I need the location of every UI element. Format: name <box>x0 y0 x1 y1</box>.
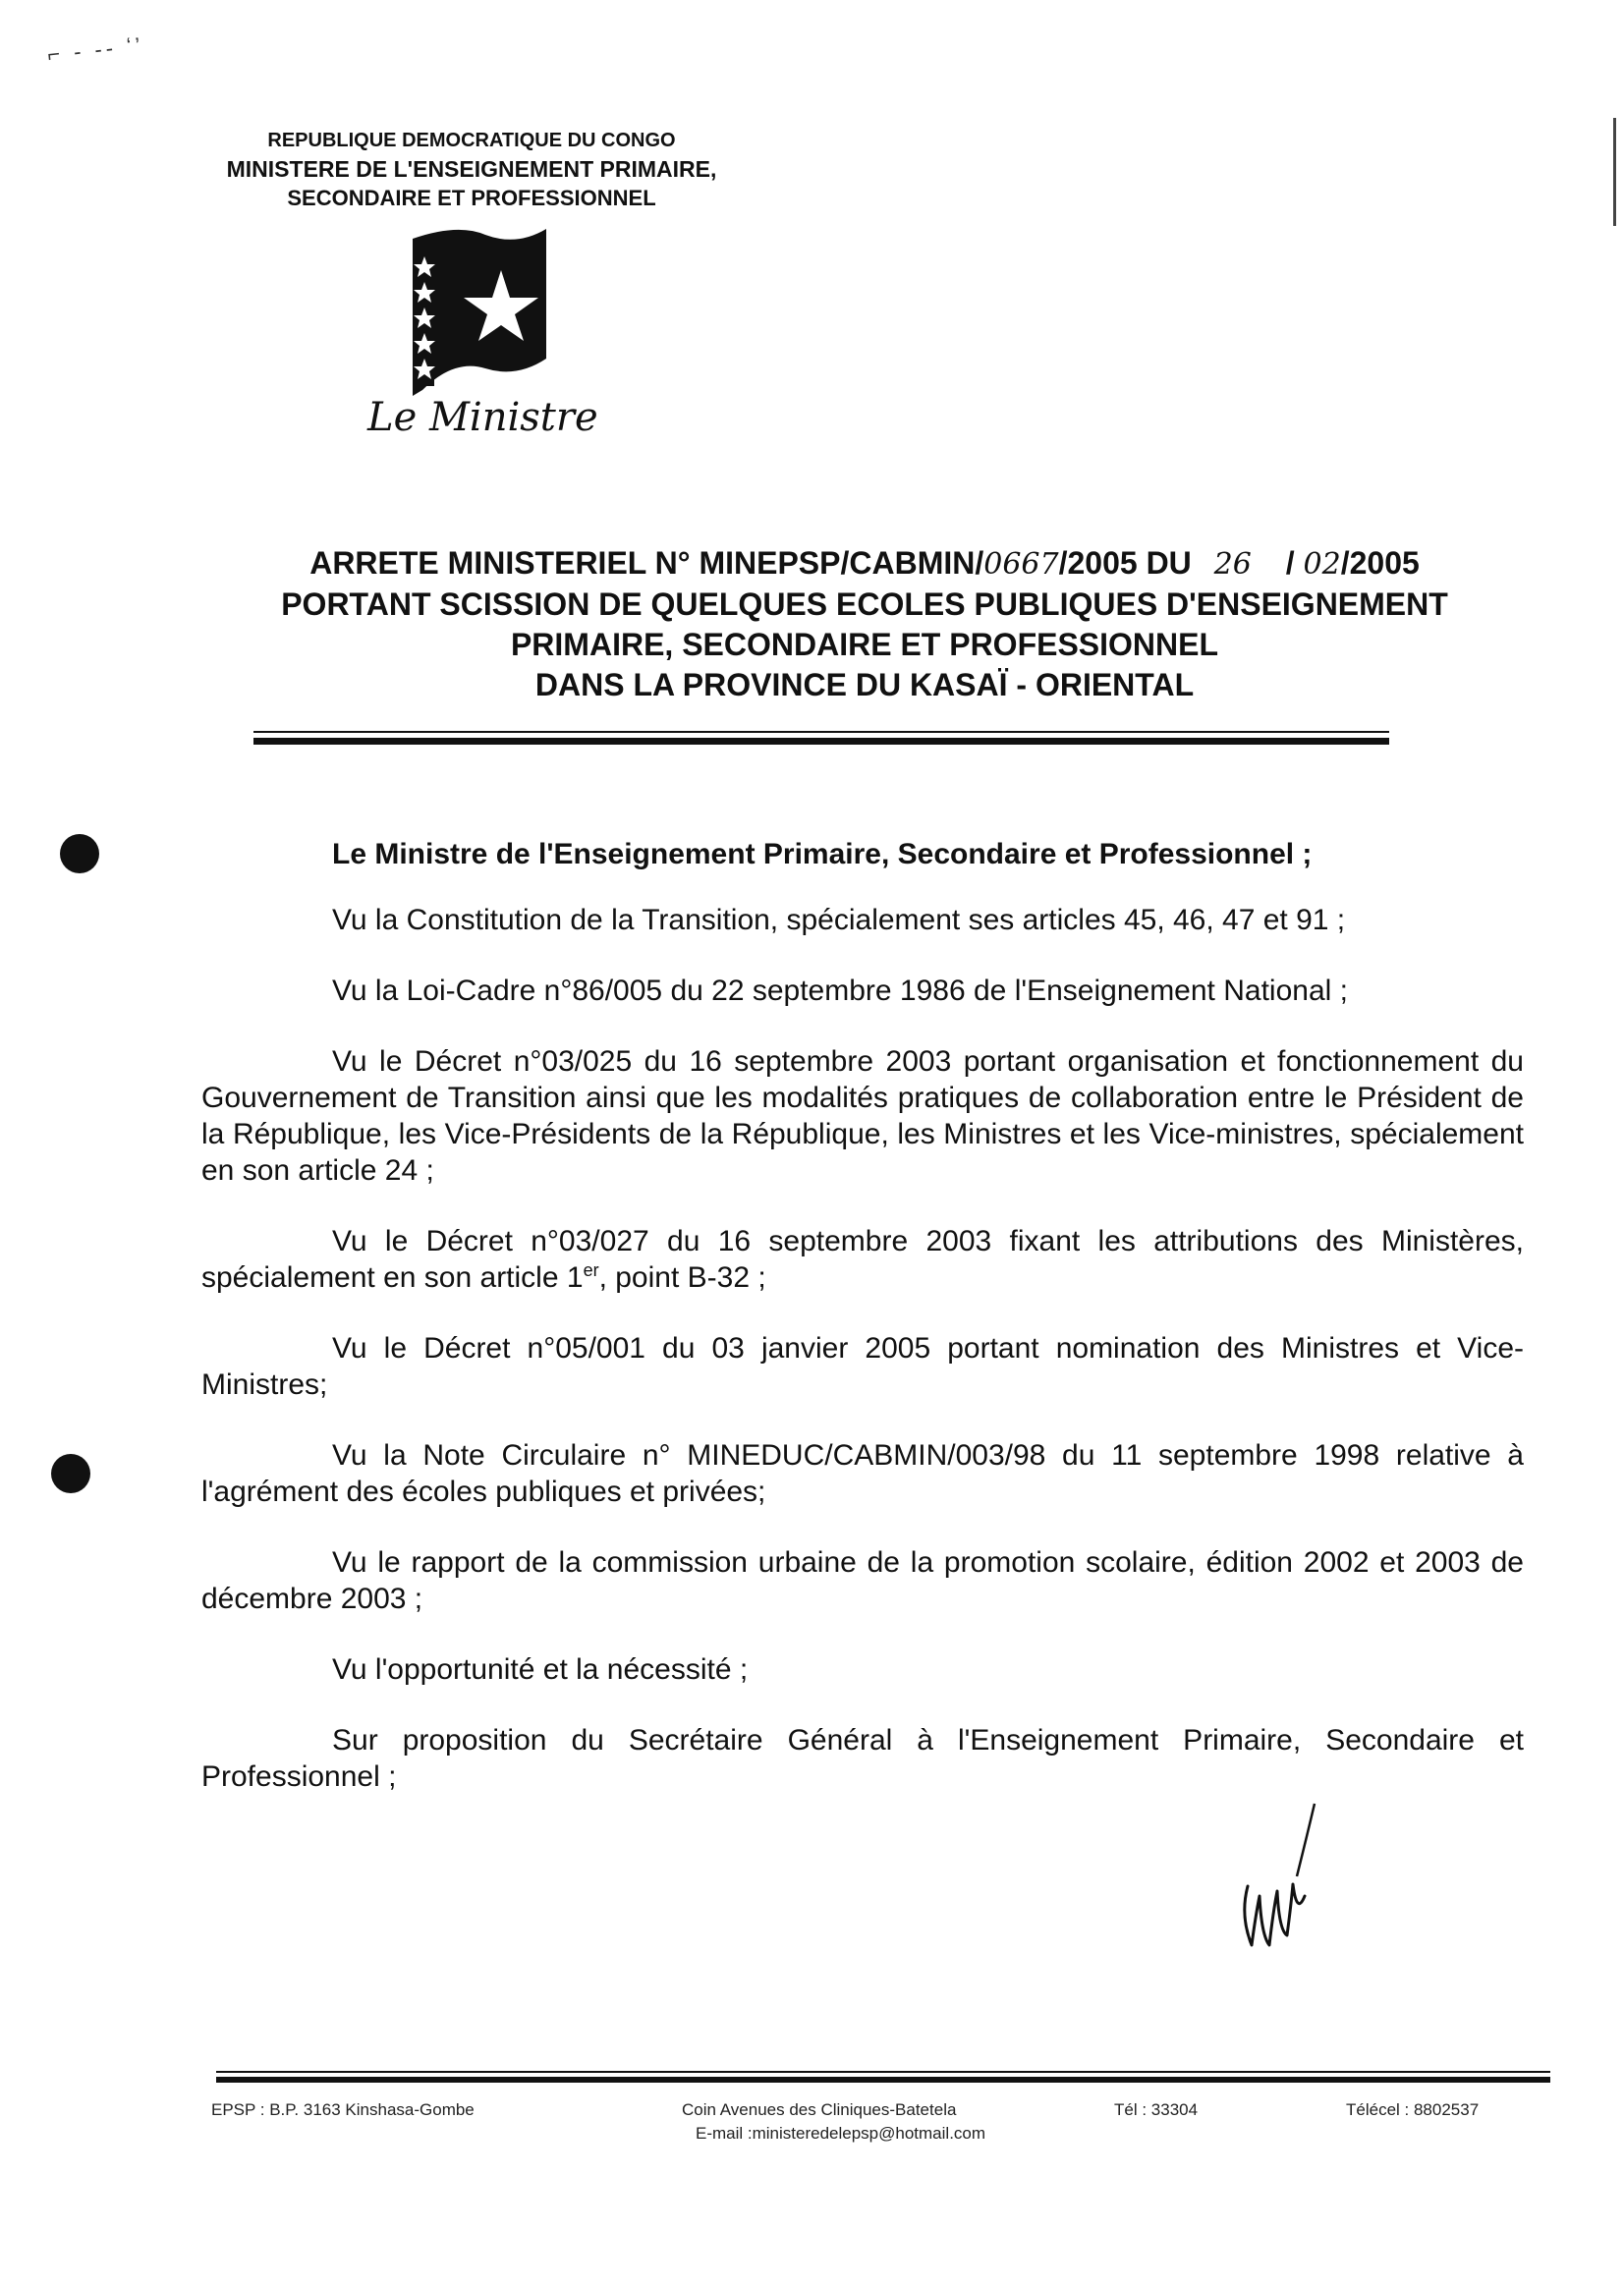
decree-body <box>201 836 1524 1829</box>
handwritten-initials <box>1228 1798 1336 1975</box>
title-divider-thick <box>253 738 1389 745</box>
handwritten-month: 02 <box>1303 547 1341 582</box>
decree-title-line4: DANS LA PROVINCE DU KASAÏ - ORIENTAL <box>534 667 1195 702</box>
country-name: REPUBLIQUE DEMOCRATIQUE DU CONGO <box>267 130 676 151</box>
handwritten-day: 26 <box>1213 547 1252 582</box>
page-edge-line <box>1613 118 1616 226</box>
decree-title-line2: PORTANT SCISSION DE QUELQUES ECOLES PUBLIQUES D'ENSEIGNEMENT <box>281 586 1448 622</box>
preamble-clause: Vu le rapport de la commission urbaine de la promotion scolaire, édition 2002 et 2003 de décembre 2003 ; <box>201 1546 1524 1615</box>
preamble-clause: Vu la Loi-Cadre n°86/005 du 22 septembre 1986 de l'Enseignement National ; <box>332 975 1348 1007</box>
decree-year: /2005 DU <box>1058 545 1192 581</box>
clause-text-end: , point B-32 ; <box>598 1261 766 1294</box>
footer-corner: Coin Avenues des Cliniques-Batetela <box>682 2100 957 2119</box>
punch-hole-mark <box>51 1454 90 1493</box>
footer-telephone: Tél : 33304 <box>1114 2100 1199 2119</box>
preamble-clause: Vu le Décret n°03/025 du 16 septembre 2003 portant organisation et fonctionnement du Gouvernement de Transition ainsi que les modalités pratiques de collaboration entre le Président de la République, les Vice-Présidents de la République, les Ministres et les Vice-ministres, spécialement en son article 24 ; <box>201 1045 1524 1187</box>
flag-emblem-icon <box>399 221 556 398</box>
decree-title-line3: PRIMAIRE, SECONDAIRE ET PROFESSIONNEL <box>510 627 1219 662</box>
handwritten-decree-number: 0667 <box>983 547 1059 582</box>
footer-location <box>682 2098 985 2146</box>
preamble-clause: Sur proposition du Secrétaire Général à l'Enseignement Primaire, Secondaire et Professionnel ; <box>201 1724 1524 1793</box>
preamble-lead: Le Ministre de l'Enseignement Primaire, Secondaire et Professionnel ; <box>332 838 1313 870</box>
ministry-name-line2: SECONDAIRE ET PROFESSIONNEL <box>287 186 656 210</box>
clause-text: Vu le Décret n°03/027 du 16 septembre 2003 fixant les attributions des Ministères, spécialement en son article 1 <box>201 1225 1524 1294</box>
letterhead <box>177 128 766 213</box>
footer-divider-thin <box>216 2071 1550 2073</box>
preamble-clause <box>201 1223 1524 1296</box>
footer-divider-thick <box>216 2077 1550 2083</box>
date-separator: / <box>1285 545 1295 581</box>
decree-number-prefix: ARRETE MINISTERIEL N° MINEPSP/CABMIN/ <box>309 545 984 581</box>
preamble-clause: Vu la Note Circulaire n° MINEDUC/CABMIN/003/98 du 11 septembre 1998 relative à l'agrément des écoles publiques et privées; <box>201 1439 1524 1508</box>
decree-title <box>236 543 1493 705</box>
ministry-name-line1: MINISTERE DE L'ENSEIGNEMENT PRIMAIRE, <box>226 156 717 182</box>
footer-fax: Télécel : 8802537 <box>1346 2100 1480 2119</box>
title-divider-thin <box>253 731 1389 733</box>
decree-date-year: /2005 <box>1340 545 1420 581</box>
preamble-clause: Vu le Décret n°05/001 du 03 janvier 2005 portant nomination des Ministres et Vice-Ministres; <box>201 1332 1524 1401</box>
signatory-title: Le Ministre <box>367 395 598 440</box>
scan-mark: ⌐ ‐ ‐‐ ʻ’ <box>45 31 145 68</box>
footer-email: E-mail :ministeredelepsp@hotmail.com <box>696 2124 986 2143</box>
punch-hole-mark <box>60 834 99 873</box>
preamble-clause: Vu l'opportunité et la nécessité ; <box>332 1653 749 1686</box>
footer-address: EPSP : B.P. 3163 Kinshasa-Gombe <box>211 2100 475 2119</box>
clause-superscript: er <box>583 1260 599 1280</box>
decree-title-line1 <box>236 543 1493 585</box>
preamble-clause: Vu la Constitution de la Transition, spécialement ses articles 45, 46, 47 et 91 ; <box>332 904 1346 936</box>
